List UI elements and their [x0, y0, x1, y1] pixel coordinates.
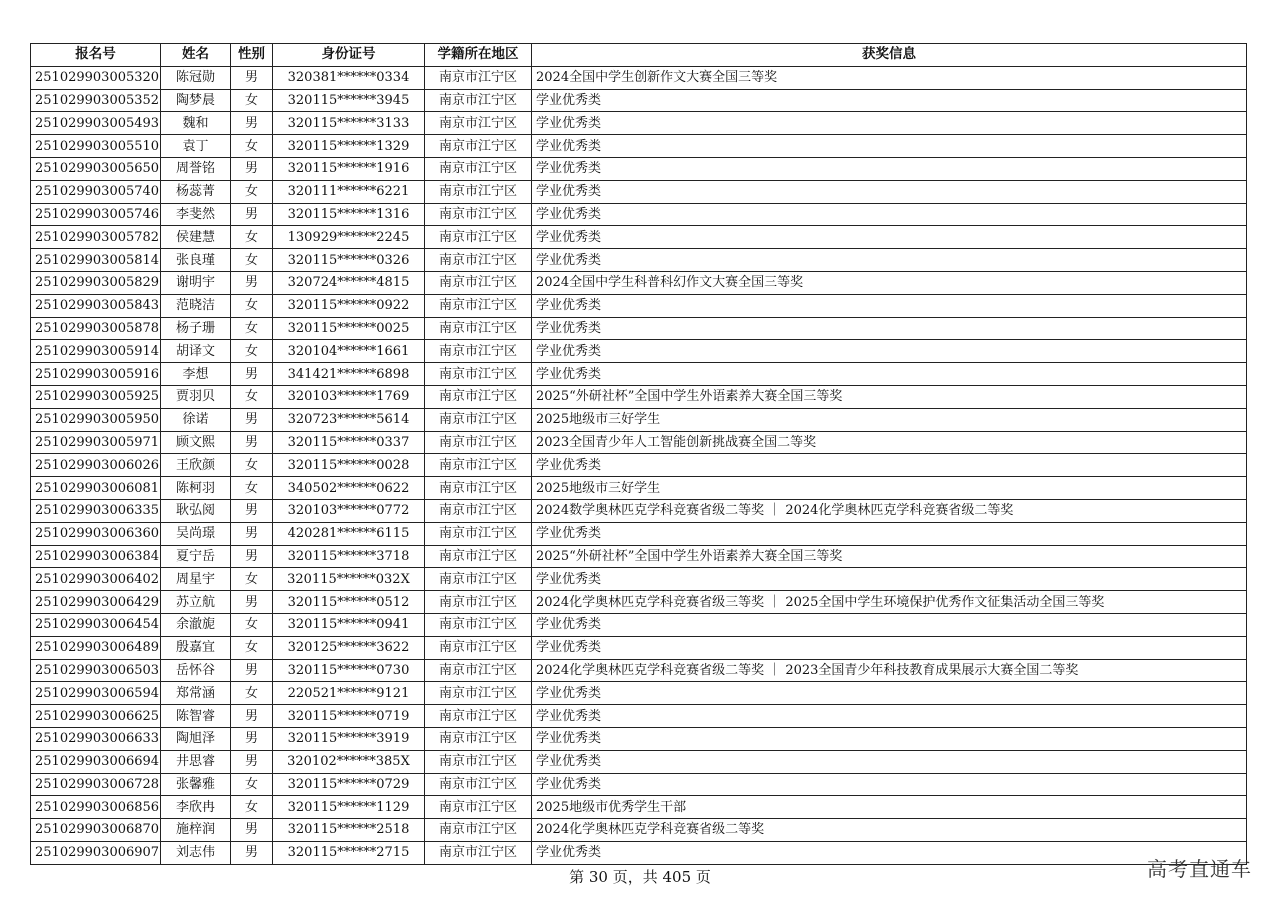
cell-registration-number: 251029903005352: [31, 89, 161, 112]
cell-region: 南京市江宁区: [425, 294, 532, 317]
cell-name: 李想: [161, 363, 231, 386]
cell-registration-number: 251029903006694: [31, 750, 161, 773]
cell-id-number: 320115******1129: [273, 796, 425, 819]
cell-region: 南京市江宁区: [425, 249, 532, 272]
cell-region: 南京市江宁区: [425, 591, 532, 614]
cell-registration-number: 251029903006728: [31, 773, 161, 796]
cell-id-number: 320102******385X: [273, 750, 425, 773]
cell-region: 南京市江宁区: [425, 317, 532, 340]
cell-registration-number: 251029903006856: [31, 796, 161, 819]
cell-region: 南京市江宁区: [425, 363, 532, 386]
cell-id-number: 320115******2715: [273, 841, 425, 864]
cell-gender: 女: [231, 180, 273, 203]
cell-registration-number: 251029903006625: [31, 705, 161, 728]
cell-registration-number: 251029903006594: [31, 682, 161, 705]
cell-gender: 女: [231, 477, 273, 500]
cell-name: 周星宇: [161, 568, 231, 591]
cell-name: 郑常涵: [161, 682, 231, 705]
cell-id-number: 320103******1769: [273, 385, 425, 408]
cell-id-number: 320115******3945: [273, 89, 425, 112]
table-row: [31, 545, 1247, 568]
cell-gender: 女: [231, 613, 273, 636]
cell-id-number: 320381******0334: [273, 66, 425, 89]
cell-id-number: 320115******0025: [273, 317, 425, 340]
table-row: [31, 271, 1247, 294]
cell-gender: 男: [231, 363, 273, 386]
table-row: [31, 226, 1247, 249]
cell-gender: 女: [231, 454, 273, 477]
cell-registration-number: 251029903006503: [31, 659, 161, 682]
cell-id-number: 320115******0730: [273, 659, 425, 682]
table-row: [31, 591, 1247, 614]
cell-registration-number: 251029903005914: [31, 340, 161, 363]
table-row: [31, 522, 1247, 545]
cell-gender: 男: [231, 591, 273, 614]
cell-name: 顾文熙: [161, 431, 231, 454]
cell-registration-number: 251029903006870: [31, 819, 161, 842]
cell-gender: 女: [231, 636, 273, 659]
table-row: [31, 796, 1247, 819]
cell-name: 杨蕊菁: [161, 180, 231, 203]
table-body: [31, 66, 1247, 864]
cell-id-number: 320125******3622: [273, 636, 425, 659]
cell-award-info: 2025“外研社杯”全国中学生外语素养大赛全国三等奖: [532, 545, 1247, 568]
table-row: [31, 66, 1247, 89]
cell-id-number: 320115******1916: [273, 157, 425, 180]
cell-region: 南京市江宁区: [425, 89, 532, 112]
cell-id-number: 320115******2518: [273, 819, 425, 842]
cell-registration-number: 251029903005829: [31, 271, 161, 294]
cell-registration-number: 251029903006402: [31, 568, 161, 591]
table-row: [31, 727, 1247, 750]
cell-id-number: 320104******1661: [273, 340, 425, 363]
cell-name: 井思睿: [161, 750, 231, 773]
cell-award-info: 学业优秀类: [532, 317, 1247, 340]
cell-gender: 女: [231, 226, 273, 249]
cell-name: 陈冠勋: [161, 66, 231, 89]
cell-award-info: 学业优秀类: [532, 750, 1247, 773]
cell-award-info: 学业优秀类: [532, 157, 1247, 180]
table-row: [31, 157, 1247, 180]
cell-region: 南京市江宁区: [425, 454, 532, 477]
cell-region: 南京市江宁区: [425, 157, 532, 180]
table-row: [31, 636, 1247, 659]
cell-award-info: 学业优秀类: [532, 112, 1247, 135]
cell-registration-number: 251029903006429: [31, 591, 161, 614]
cell-name: 魏和: [161, 112, 231, 135]
cell-region: 南京市江宁区: [425, 499, 532, 522]
table-row: [31, 454, 1247, 477]
cell-award-info: 学业优秀类: [532, 727, 1247, 750]
cell-name: 周誉铭: [161, 157, 231, 180]
cell-registration-number: 251029903005971: [31, 431, 161, 454]
cell-registration-number: 251029903005925: [31, 385, 161, 408]
cell-registration-number: 251029903006384: [31, 545, 161, 568]
cell-award-info: 2024化学奥林匹克学科竞赛省级二等奖: [532, 819, 1247, 842]
cell-award-info: 学业优秀类: [532, 522, 1247, 545]
table-row: [31, 249, 1247, 272]
table-row: [31, 659, 1247, 682]
cell-award-info: 学业优秀类: [532, 613, 1247, 636]
cell-award-info: 学业优秀类: [532, 89, 1247, 112]
header-registration-number: 报名号: [31, 44, 161, 67]
cell-region: 南京市江宁区: [425, 659, 532, 682]
cell-region: 南京市江宁区: [425, 819, 532, 842]
cell-region: 南京市江宁区: [425, 796, 532, 819]
cell-registration-number: 251029903005950: [31, 408, 161, 431]
table-row: [31, 613, 1247, 636]
table-row: [31, 340, 1247, 363]
table-row: [31, 431, 1247, 454]
header-id-number: 身份证号: [273, 44, 425, 67]
cell-name: 张馨雅: [161, 773, 231, 796]
cell-region: 南京市江宁区: [425, 431, 532, 454]
cell-award-info: 学业优秀类: [532, 249, 1247, 272]
cell-id-number: 130929******2245: [273, 226, 425, 249]
cell-gender: 女: [231, 249, 273, 272]
cell-name: 李斐然: [161, 203, 231, 226]
cell-id-number: 320115******1316: [273, 203, 425, 226]
cell-id-number: 320115******0941: [273, 613, 425, 636]
cell-region: 南京市江宁区: [425, 750, 532, 773]
cell-gender: 男: [231, 659, 273, 682]
table-header-row: [31, 44, 1247, 67]
cell-id-number: 320724******4815: [273, 271, 425, 294]
cell-id-number: 320115******1329: [273, 135, 425, 158]
cell-gender: 男: [231, 66, 273, 89]
cell-award-info: 学业优秀类: [532, 454, 1247, 477]
watermark-logo: 高考直通车: [1147, 857, 1252, 881]
cell-registration-number: 251029903005782: [31, 226, 161, 249]
header-name: 姓名: [161, 44, 231, 67]
cell-award-info: 2025地级市三好学生: [532, 477, 1247, 500]
cell-gender: 女: [231, 340, 273, 363]
cell-award-info: 学业优秀类: [532, 568, 1247, 591]
cell-name: 陶梦晨: [161, 89, 231, 112]
cell-gender: 女: [231, 773, 273, 796]
cell-name: 刘志伟: [161, 841, 231, 864]
cell-name: 吴尚璟: [161, 522, 231, 545]
cell-region: 南京市江宁区: [425, 112, 532, 135]
cell-name: 贾羽贝: [161, 385, 231, 408]
cell-gender: 女: [231, 796, 273, 819]
header-award-info: 获奖信息: [532, 44, 1247, 67]
cell-award-info: 学业优秀类: [532, 841, 1247, 864]
cell-name: 李欣冉: [161, 796, 231, 819]
cell-registration-number: 251029903005740: [31, 180, 161, 203]
cell-gender: 女: [231, 385, 273, 408]
cell-name: 张良瑾: [161, 249, 231, 272]
cell-registration-number: 251029903006633: [31, 727, 161, 750]
cell-name: 施梓润: [161, 819, 231, 842]
awards-roster-table: [30, 43, 1247, 865]
cell-name: 陶旭泽: [161, 727, 231, 750]
table-row: [31, 363, 1247, 386]
cell-region: 南京市江宁区: [425, 682, 532, 705]
cell-region: 南京市江宁区: [425, 408, 532, 431]
cell-name: 陈智睿: [161, 705, 231, 728]
cell-id-number: 320115******3133: [273, 112, 425, 135]
cell-gender: 男: [231, 271, 273, 294]
cell-registration-number: 251029903005510: [31, 135, 161, 158]
cell-gender: 男: [231, 112, 273, 135]
cell-region: 南京市江宁区: [425, 340, 532, 363]
cell-registration-number: 251029903005916: [31, 363, 161, 386]
table-row: [31, 750, 1247, 773]
cell-registration-number: 251029903006454: [31, 613, 161, 636]
cell-award-info: 学业优秀类: [532, 203, 1247, 226]
cell-name: 谢明宇: [161, 271, 231, 294]
cell-registration-number: 251029903005320: [31, 66, 161, 89]
cell-id-number: 320115******0326: [273, 249, 425, 272]
cell-gender: 男: [231, 203, 273, 226]
cell-registration-number: 251029903005650: [31, 157, 161, 180]
cell-id-number: 320723******5614: [273, 408, 425, 431]
cell-award-info: 学业优秀类: [532, 340, 1247, 363]
header-gender: 性别: [231, 44, 273, 67]
cell-name: 岳怀谷: [161, 659, 231, 682]
cell-award-info: 学业优秀类: [532, 226, 1247, 249]
cell-region: 南京市江宁区: [425, 135, 532, 158]
cell-award-info: 学业优秀类: [532, 363, 1247, 386]
cell-gender: 男: [231, 841, 273, 864]
cell-registration-number: 251029903006335: [31, 499, 161, 522]
cell-registration-number: 251029903006026: [31, 454, 161, 477]
cell-id-number: 320111******6221: [273, 180, 425, 203]
cell-name: 范晓洁: [161, 294, 231, 317]
cell-region: 南京市江宁区: [425, 522, 532, 545]
cell-name: 袁丁: [161, 135, 231, 158]
cell-gender: 男: [231, 727, 273, 750]
cell-gender: 男: [231, 431, 273, 454]
table-row: [31, 773, 1247, 796]
cell-gender: 男: [231, 499, 273, 522]
table-row: [31, 385, 1247, 408]
table-row: [31, 499, 1247, 522]
cell-id-number: 320115******0729: [273, 773, 425, 796]
cell-registration-number: 251029903005814: [31, 249, 161, 272]
cell-name: 夏宁岳: [161, 545, 231, 568]
table-row: [31, 203, 1247, 226]
table-row: [31, 819, 1247, 842]
table-row: [31, 705, 1247, 728]
header-region: 学籍所在地区: [425, 44, 532, 67]
cell-id-number: 220521******9121: [273, 682, 425, 705]
cell-award-info: 2025“外研社杯”全国中学生外语素养大赛全国三等奖: [532, 385, 1247, 408]
page-number: 第 30 页，共 405 页: [569, 868, 711, 886]
cell-name: 徐诺: [161, 408, 231, 431]
cell-registration-number: 251029903006489: [31, 636, 161, 659]
cell-gender: 男: [231, 819, 273, 842]
cell-id-number: 320115******0719: [273, 705, 425, 728]
cell-gender: 男: [231, 157, 273, 180]
cell-gender: 男: [231, 522, 273, 545]
cell-id-number: 320115******032X: [273, 568, 425, 591]
cell-region: 南京市江宁区: [425, 203, 532, 226]
cell-gender: 女: [231, 89, 273, 112]
cell-gender: 女: [231, 317, 273, 340]
cell-award-info: 学业优秀类: [532, 135, 1247, 158]
table-row: [31, 408, 1247, 431]
cell-name: 殷嘉宜: [161, 636, 231, 659]
table-row: [31, 841, 1247, 864]
cell-gender: 男: [231, 408, 273, 431]
cell-registration-number: 251029903005746: [31, 203, 161, 226]
cell-id-number: 320115******0028: [273, 454, 425, 477]
cell-name: 耿弘阅: [161, 499, 231, 522]
cell-award-info: 学业优秀类: [532, 705, 1247, 728]
cell-gender: 女: [231, 568, 273, 591]
cell-award-info: 2024全国中学生科普科幻作文大赛全国三等奖: [532, 271, 1247, 294]
cell-registration-number: 251029903006081: [31, 477, 161, 500]
cell-name: 侯建慧: [161, 226, 231, 249]
cell-gender: 女: [231, 294, 273, 317]
cell-award-info: 2024全国中学生创新作文大赛全国三等奖: [532, 66, 1247, 89]
cell-name: 陈柯羽: [161, 477, 231, 500]
cell-region: 南京市江宁区: [425, 385, 532, 408]
cell-region: 南京市江宁区: [425, 841, 532, 864]
cell-award-info: 2024化学奥林匹克学科竞赛省级二等奖 ｜ 2023全国青少年科技教育成果展示大赛全国二等奖: [532, 659, 1247, 682]
cell-award-info: 2024化学奥林匹克学科竞赛省级三等奖 ｜ 2025全国中学生环境保护优秀作文征集活动全国三等奖: [532, 591, 1247, 614]
table-row: [31, 568, 1247, 591]
table-row: [31, 180, 1247, 203]
table-row: [31, 477, 1247, 500]
table-row: [31, 682, 1247, 705]
cell-region: 南京市江宁区: [425, 727, 532, 750]
cell-gender: 男: [231, 750, 273, 773]
cell-registration-number: 251029903005843: [31, 294, 161, 317]
table-row: [31, 112, 1247, 135]
cell-award-info: 2024数学奥林匹克学科竞赛省级二等奖 ｜ 2024化学奥林匹克学科竞赛省级二等奖: [532, 499, 1247, 522]
table-row: [31, 89, 1247, 112]
cell-id-number: 320115******0337: [273, 431, 425, 454]
cell-region: 南京市江宁区: [425, 477, 532, 500]
cell-award-info: 学业优秀类: [532, 773, 1247, 796]
cell-registration-number: 251029903005493: [31, 112, 161, 135]
cell-award-info: 学业优秀类: [532, 294, 1247, 317]
cell-name: 王欣颜: [161, 454, 231, 477]
cell-region: 南京市江宁区: [425, 705, 532, 728]
cell-id-number: 341421******6898: [273, 363, 425, 386]
cell-name: 胡译文: [161, 340, 231, 363]
cell-id-number: 420281******6115: [273, 522, 425, 545]
cell-id-number: 340502******0622: [273, 477, 425, 500]
cell-award-info: 2025地级市优秀学生干部: [532, 796, 1247, 819]
cell-region: 南京市江宁区: [425, 226, 532, 249]
cell-gender: 男: [231, 705, 273, 728]
cell-name: 苏立航: [161, 591, 231, 614]
cell-region: 南京市江宁区: [425, 773, 532, 796]
cell-award-info: 2025地级市三好学生: [532, 408, 1247, 431]
cell-id-number: 320103******0772: [273, 499, 425, 522]
table-row: [31, 135, 1247, 158]
cell-name: 余澈旎: [161, 613, 231, 636]
table-row: [31, 317, 1247, 340]
cell-region: 南京市江宁区: [425, 66, 532, 89]
cell-id-number: 320115******0922: [273, 294, 425, 317]
cell-region: 南京市江宁区: [425, 568, 532, 591]
cell-gender: 女: [231, 135, 273, 158]
cell-award-info: 学业优秀类: [532, 180, 1247, 203]
cell-region: 南京市江宁区: [425, 180, 532, 203]
cell-name: 杨子珊: [161, 317, 231, 340]
cell-gender: 男: [231, 545, 273, 568]
table-row: [31, 294, 1247, 317]
cell-region: 南京市江宁区: [425, 545, 532, 568]
cell-gender: 女: [231, 682, 273, 705]
cell-id-number: 320115******3718: [273, 545, 425, 568]
cell-award-info: 学业优秀类: [532, 682, 1247, 705]
cell-registration-number: 251029903006907: [31, 841, 161, 864]
cell-region: 南京市江宁区: [425, 636, 532, 659]
cell-award-info: 2023全国青少年人工智能创新挑战赛全国二等奖: [532, 431, 1247, 454]
cell-region: 南京市江宁区: [425, 613, 532, 636]
cell-id-number: 320115******3919: [273, 727, 425, 750]
cell-registration-number: 251029903005878: [31, 317, 161, 340]
cell-award-info: 学业优秀类: [532, 636, 1247, 659]
cell-registration-number: 251029903006360: [31, 522, 161, 545]
cell-region: 南京市江宁区: [425, 271, 532, 294]
cell-id-number: 320115******0512: [273, 591, 425, 614]
